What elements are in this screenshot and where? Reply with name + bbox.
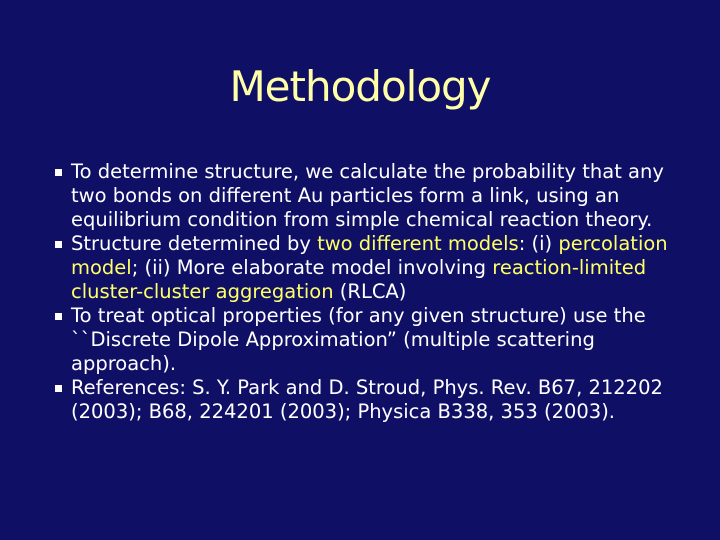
highlighted-text: two different models [317, 232, 519, 255]
list-item [55, 232, 675, 304]
square-bullet-icon [55, 169, 62, 176]
text-run: ; (ii) More elaborate model involving [131, 256, 493, 279]
highlighted-text: percolation model [71, 232, 668, 279]
list-item [55, 376, 675, 424]
square-bullet-icon [55, 313, 62, 320]
bullet-list [55, 160, 675, 424]
text-run: : (i) [518, 232, 559, 255]
highlighted-text: reaction-limited cluster-cluster aggregation [71, 256, 647, 303]
bullet-text [71, 304, 646, 375]
text-run: (RLCA) [333, 280, 407, 303]
bullet-text [71, 232, 668, 303]
text-run: Structure determined by [71, 232, 318, 255]
bullet-text [71, 160, 664, 231]
text-run: To treat optical properties (for any given structure) use the ``Discrete Dipole Approximation” (multiple scattering approach). [71, 304, 646, 375]
bullet-text [71, 376, 663, 423]
text-run: To determine structure, we calculate the probability that any two bonds on different Au particles form a link, using an equilibrium condition from simple chemical reaction theory. [71, 160, 664, 231]
list-item [55, 304, 675, 376]
square-bullet-icon [55, 385, 62, 392]
text-run: References: S. Y. Park and D. Stroud, Phys. Rev. B67, 212202 (2003); B68, 224201 (2003); Physica B338, 353 (2003). [71, 376, 663, 423]
list-item [55, 160, 675, 232]
square-bullet-icon [55, 241, 62, 248]
slide-title: Methodology [229, 62, 491, 111]
